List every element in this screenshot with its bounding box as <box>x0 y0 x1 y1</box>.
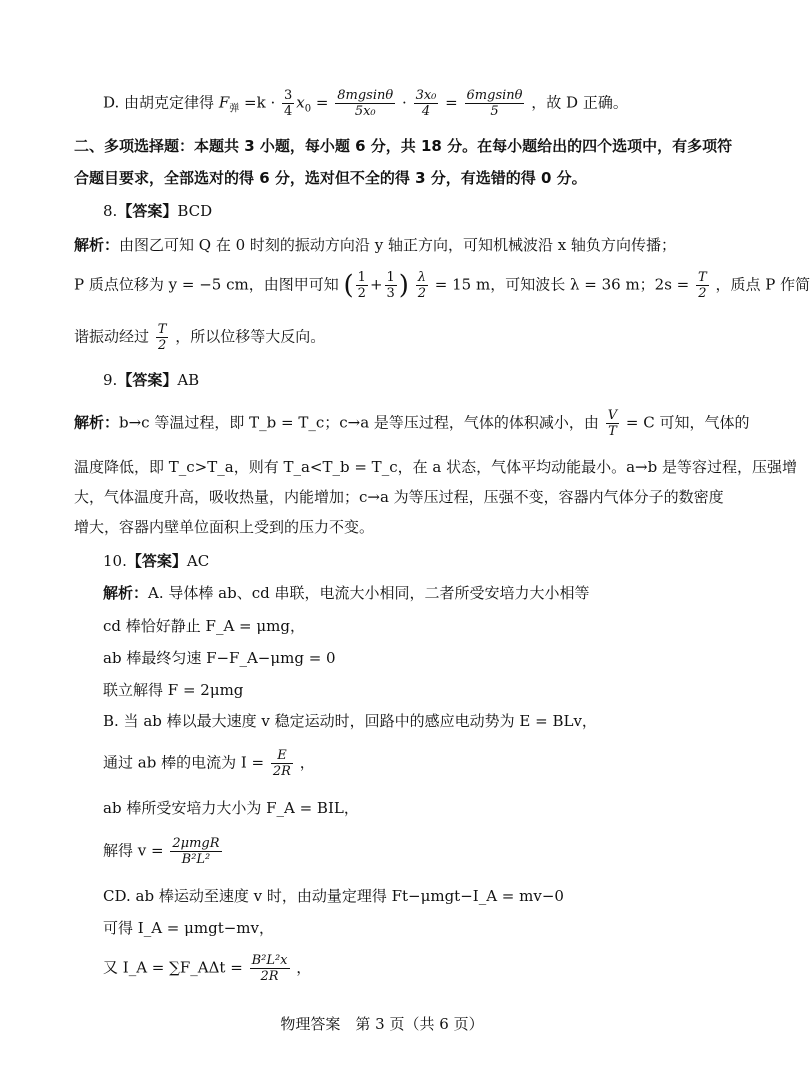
q10-part-a-line4: 联立解得 F = 2μmg <box>103 681 244 699</box>
text: D. 由胡克定律得 <box>103 93 215 112</box>
q8-explanation-line1: 解析：由图乙可知 Q 在 0 时刻的振动方向沿 y 轴正方向，可知机械波沿 x 轴负方向传播； <box>74 236 676 254</box>
fraction: $\frac{6mgsin\theta}{5}$ <box>466 88 523 119</box>
q10-part-a-line1: 解析：A. 导体棒 ab、cd 串联，电流大小相同，二者所受安培力大小相等 <box>103 584 590 602</box>
q9-explanation-line4: 增大，容器内壁单位面积上受到的压力不变。 <box>74 518 375 536</box>
q10-part-a-line2: cd 棒恰好静止 F_A = μmg， <box>103 617 305 635</box>
q10-part-cd-line1: CD. ab 棒运动至速度 v 时，由动量定理得 Ft−μmgt−I_A = mv−0 <box>103 887 564 905</box>
q10-part-b-line3: ab 棒所受安培力大小为 F_A = BIL， <box>103 799 359 817</box>
q10-part-b-line1: B. 当 ab 棒以最大速度 v 稳定运动时，回路中的感应电动势为 E = BLv， <box>103 712 597 730</box>
q9-explanation-line3: 大，气体温度升高，吸收热量，内能增加；c→a 为等压过程，压强不变，容器内气体分子的数密度 <box>74 488 724 506</box>
symbol: x <box>296 93 305 112</box>
q10-part-cd-line2: 可得 I_A = μmgt−mv， <box>103 919 274 937</box>
q10-answer: 10.【答案】AC <box>103 552 210 570</box>
q8-answer: 8.【答案】BCD <box>103 202 213 220</box>
text: =k · <box>244 93 276 112</box>
section-heading-line1: 二、多项选择题：本题共 3 小题，每小题 6 分，共 18 分。在每小题给出的四个选项中，有多项符 <box>74 137 733 155</box>
q8-explanation-line2: P 质点位移为 y = −5 cm，由图甲可知 ( $\frac{1}{2}$ + $\frac{1}{3}$ ) $\frac{\lambda}{2}$ = 15 m，可知波长 λ = 36 m；2s = $\frac{T}{2}$ ，质点 P 作简 <box>74 270 810 301</box>
q10-part-a-line3: ab 棒最终匀速 F−F_A−μmg = 0 <box>103 649 336 667</box>
q10-part-cd-line3: 又 I_A = ∑F_AΔt = $\frac{\text{B²L²x}}{2R}$ ， <box>103 953 312 984</box>
q10-part-b-line2: 通过 ab 棒的电流为 I = $\frac{E}{2R}$ ， <box>103 748 315 779</box>
q8-explanation-line3: 谐振动经过 $\frac{T}{2}$ ，所以位移等大反向。 <box>74 322 326 353</box>
option-d-line: D. 由胡克定律得 $F_弹 =k$ · $\frac{3}{4}$ $x_0$ = $\frac{8mgsin\theta}{\text{5x₀}}$ · $\frac{\text{3x₀}}{4}$ = $\frac{6mgsin\theta}{5}$ ，故 D 正确。 <box>103 88 628 119</box>
q9-explanation-line2: 温度降低，即 T_c>T_a，则有 T_a<T_b = T_c，在 a 状态，气体平均动能最小。a→b 是等容过程，压强增 <box>74 458 797 476</box>
subscript: 弹 <box>229 103 240 115</box>
q9-explanation-line1: 解析：b→c 等温过程，即 T_b = T_c；c→a 是等压过程，气体的体积减小，由 $\frac{V}{T}$ = C 可知，气体的 <box>74 408 750 439</box>
fraction: $\frac{3}{4}$ <box>284 88 293 119</box>
section-heading-line2: 合题目要求，全部选对的得 6 分，选对但不全的得 3 分，有选错的得 0 分。 <box>74 169 587 187</box>
symbol: F <box>218 93 230 112</box>
q9-answer: 9.【答案】AB <box>103 371 200 389</box>
fraction: $\frac{\text{3x₀}}{4}$ <box>415 88 437 119</box>
page-footer: 物理答案 第 3 页（共 6 页） <box>280 1015 484 1033</box>
fraction: $\frac{8mgsin\theta}{\text{5x₀}}$ <box>337 88 394 119</box>
q10-part-b-line4: 解得 v = $\frac{\text{2μmgR}}{\text{B²L²}}$ <box>103 836 220 867</box>
